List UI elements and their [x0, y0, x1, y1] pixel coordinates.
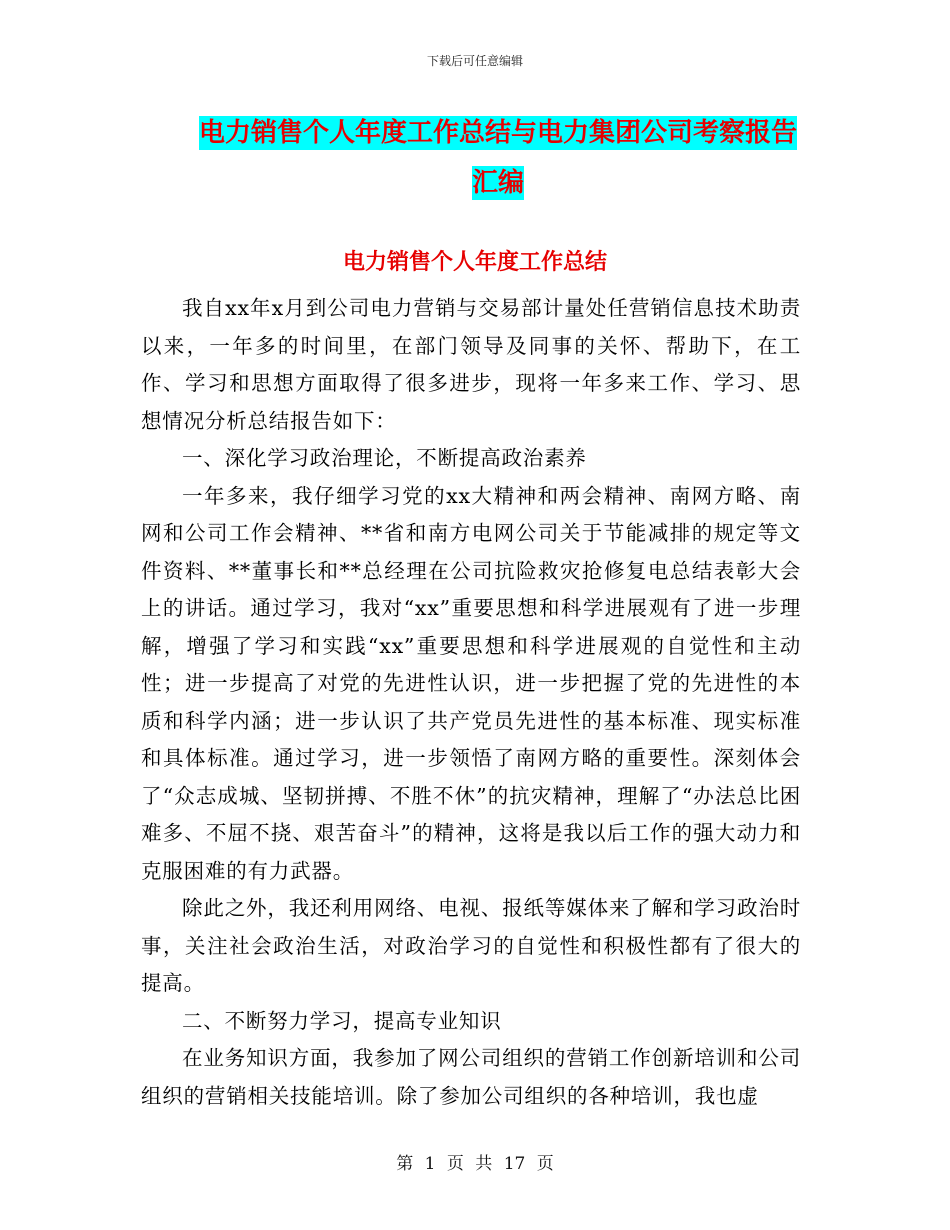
document-title-line-2: 汇编	[471, 168, 524, 198]
page-number: 第 1 页 共 17 页	[396, 1154, 554, 1174]
section-title: 电力销售个人年度工作总结	[342, 250, 607, 275]
heading-professional-study: 二、不断努力学习，提高专业知识	[182, 1008, 502, 1033]
document-title-line-1: 电力销售个人年度工作总结与电力集团公司考察报告	[198, 118, 797, 148]
paragraph-professional-study: 在业务知识方面，我参加了网公司组织的营销工作创新培训和公司组织的营销相关技能培训。除了参加公司组织的各种培训，我也虚	[141, 1046, 801, 1108]
document-body	[141, 290, 801, 1115]
paragraph-intro: 我自xx年x月到公司电力营销与交易部计量处任营销信息技术助责以来，一年多的时间里，在部门领导及同事的关怀、帮助下，在工作、学习和思想方面取得了很多进步，现将一年多来工作、学习、思想情况分析总结报告如下：	[141, 296, 801, 433]
paragraph-media-study: 除此之外，我还利用网络、电视、报纸等媒体来了解和学习政治时事，关注社会政治生活，对政治学习的自觉性和积极性都有了很大的提高。	[141, 896, 801, 995]
document-title	[188, 108, 808, 208]
paragraph-political-study: 一年多来，我仔细学习党的xx大精神和两会精神、南网方略、南网和公司工作会精神、**省和南方电网公司关于节能减排的规定等文件资料、**董事长和**总经理在公司抗险救灾抢修复电总结表彰大会上的讲话。通过学习，我对“xx”重要思想和科学进展观有了进一步理解，增强了学习和实践“xx”重要思想和科学进展观的自觉性和主动性；进一步提高了对党的先进性认识，进一步把握了党的先进性的本质和科学内涵；进一步认识了共产党员先进性的基本标准、现实标准和具体标准。通过学习，进一步领悟了南网方略的重要性。深刻体会了“众志成城、坚韧拼搏、不胜不休”的抗灾精神，理解了“办法总比困难多、不屈不挠、艰苦奋斗”的精神，这将是我以后工作的强大动力和克服困难的有力武器。	[141, 483, 801, 883]
page-header-note: 下载后可任意编辑	[426, 54, 523, 68]
heading-political-study: 一、深化学习政治理论，不断提高政治素养	[182, 446, 587, 470]
